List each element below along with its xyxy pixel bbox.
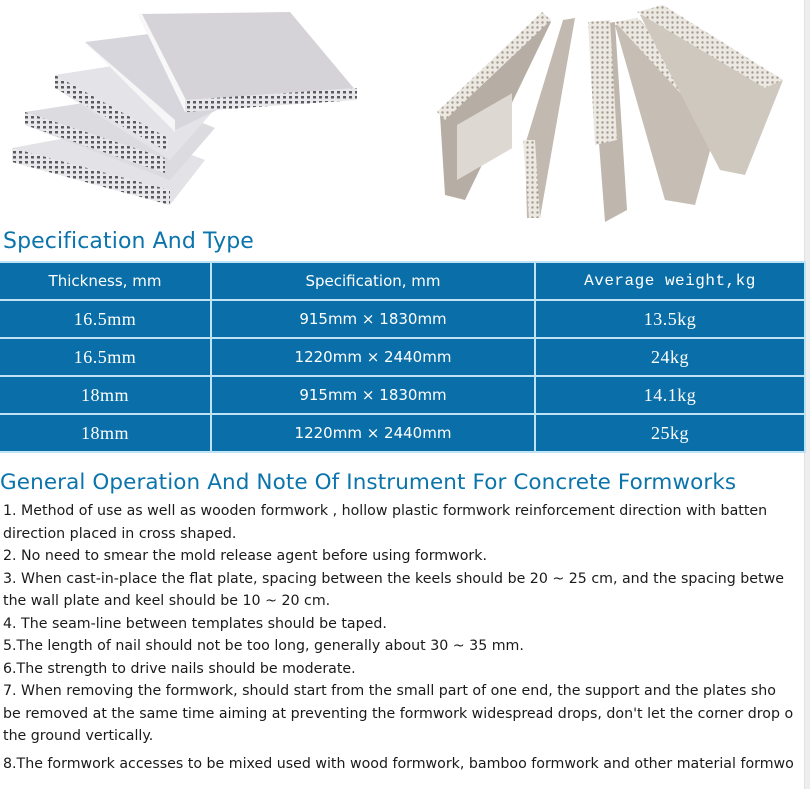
cell-weight: 25kg [535, 414, 805, 452]
operation-section-title: General Operation And Note Of Instrument For Concrete Formworks [0, 470, 737, 495]
spec-table-header [0, 262, 805, 300]
note-line: 6.The strength to drive nails should be moderate. [3, 660, 356, 677]
header-average-weight: Average weight,kg [535, 262, 805, 300]
cell-thickness: 16.5mm [0, 338, 211, 376]
product-photos [0, 0, 810, 225]
header-thickness: Thickness, mm [0, 262, 211, 300]
note-line: direction placed in cross shaped. [3, 525, 237, 542]
cell-weight: 24kg [535, 338, 805, 376]
cell-specification: 915mm × 1830mm [211, 300, 535, 338]
cell-weight: 13.5kg [535, 300, 805, 338]
note-line: 1. Method of use as well as wooden formwork , hollow plastic formwork reinforcement direction with batten [3, 503, 768, 519]
spec-table [0, 261, 806, 453]
cell-specification: 1220mm × 2440mm [211, 414, 535, 452]
table-row [0, 414, 805, 452]
table-row [0, 338, 805, 376]
note-line: 4. The seam-line between templates should be taped. [3, 615, 387, 632]
operation-notes [3, 500, 808, 775]
note-line: 5.The length of nail should not be too long, generally about 30 ~ 35 mm. [3, 638, 524, 654]
formwork-panels-image [405, 0, 805, 225]
cell-thickness: 18mm [0, 376, 211, 414]
note-line: 2. No need to smear the mold release agent before using formwork. [3, 548, 487, 564]
table-row [0, 300, 805, 338]
note-line: the ground vertically. [3, 728, 154, 744]
note-line: the wall plate and keel should be 10 ~ 20 cm. [3, 593, 331, 609]
note-line: 3. When cast-in-place the flat plate, spacing between the keels should be 20 ~ 25 cm, and the spacing betwe [3, 570, 784, 587]
cell-thickness: 18mm [0, 414, 211, 452]
note-line: 7. When removing the formwork, should start from the small part of one end, the support and the plates sho [3, 683, 776, 699]
cell-thickness: 16.5mm [0, 300, 211, 338]
header-specification: Specification, mm [211, 262, 535, 300]
spec-section-title: Specification And Type [3, 229, 254, 254]
cell-specification: 1220mm × 2440mm [211, 338, 535, 376]
note-line: 8.The formwork accesses to be mixed used with wood formwork, bamboo formwork and other material formwo [3, 755, 794, 772]
note-line: be removed at the same time aiming at preventing the formwork widespread drops, don't let the corner drop o [3, 705, 794, 722]
table-row [0, 376, 805, 414]
cell-weight: 14.1kg [535, 376, 805, 414]
cell-specification: 915mm × 1830mm [211, 376, 535, 414]
formwork-stack-image [0, 0, 405, 225]
